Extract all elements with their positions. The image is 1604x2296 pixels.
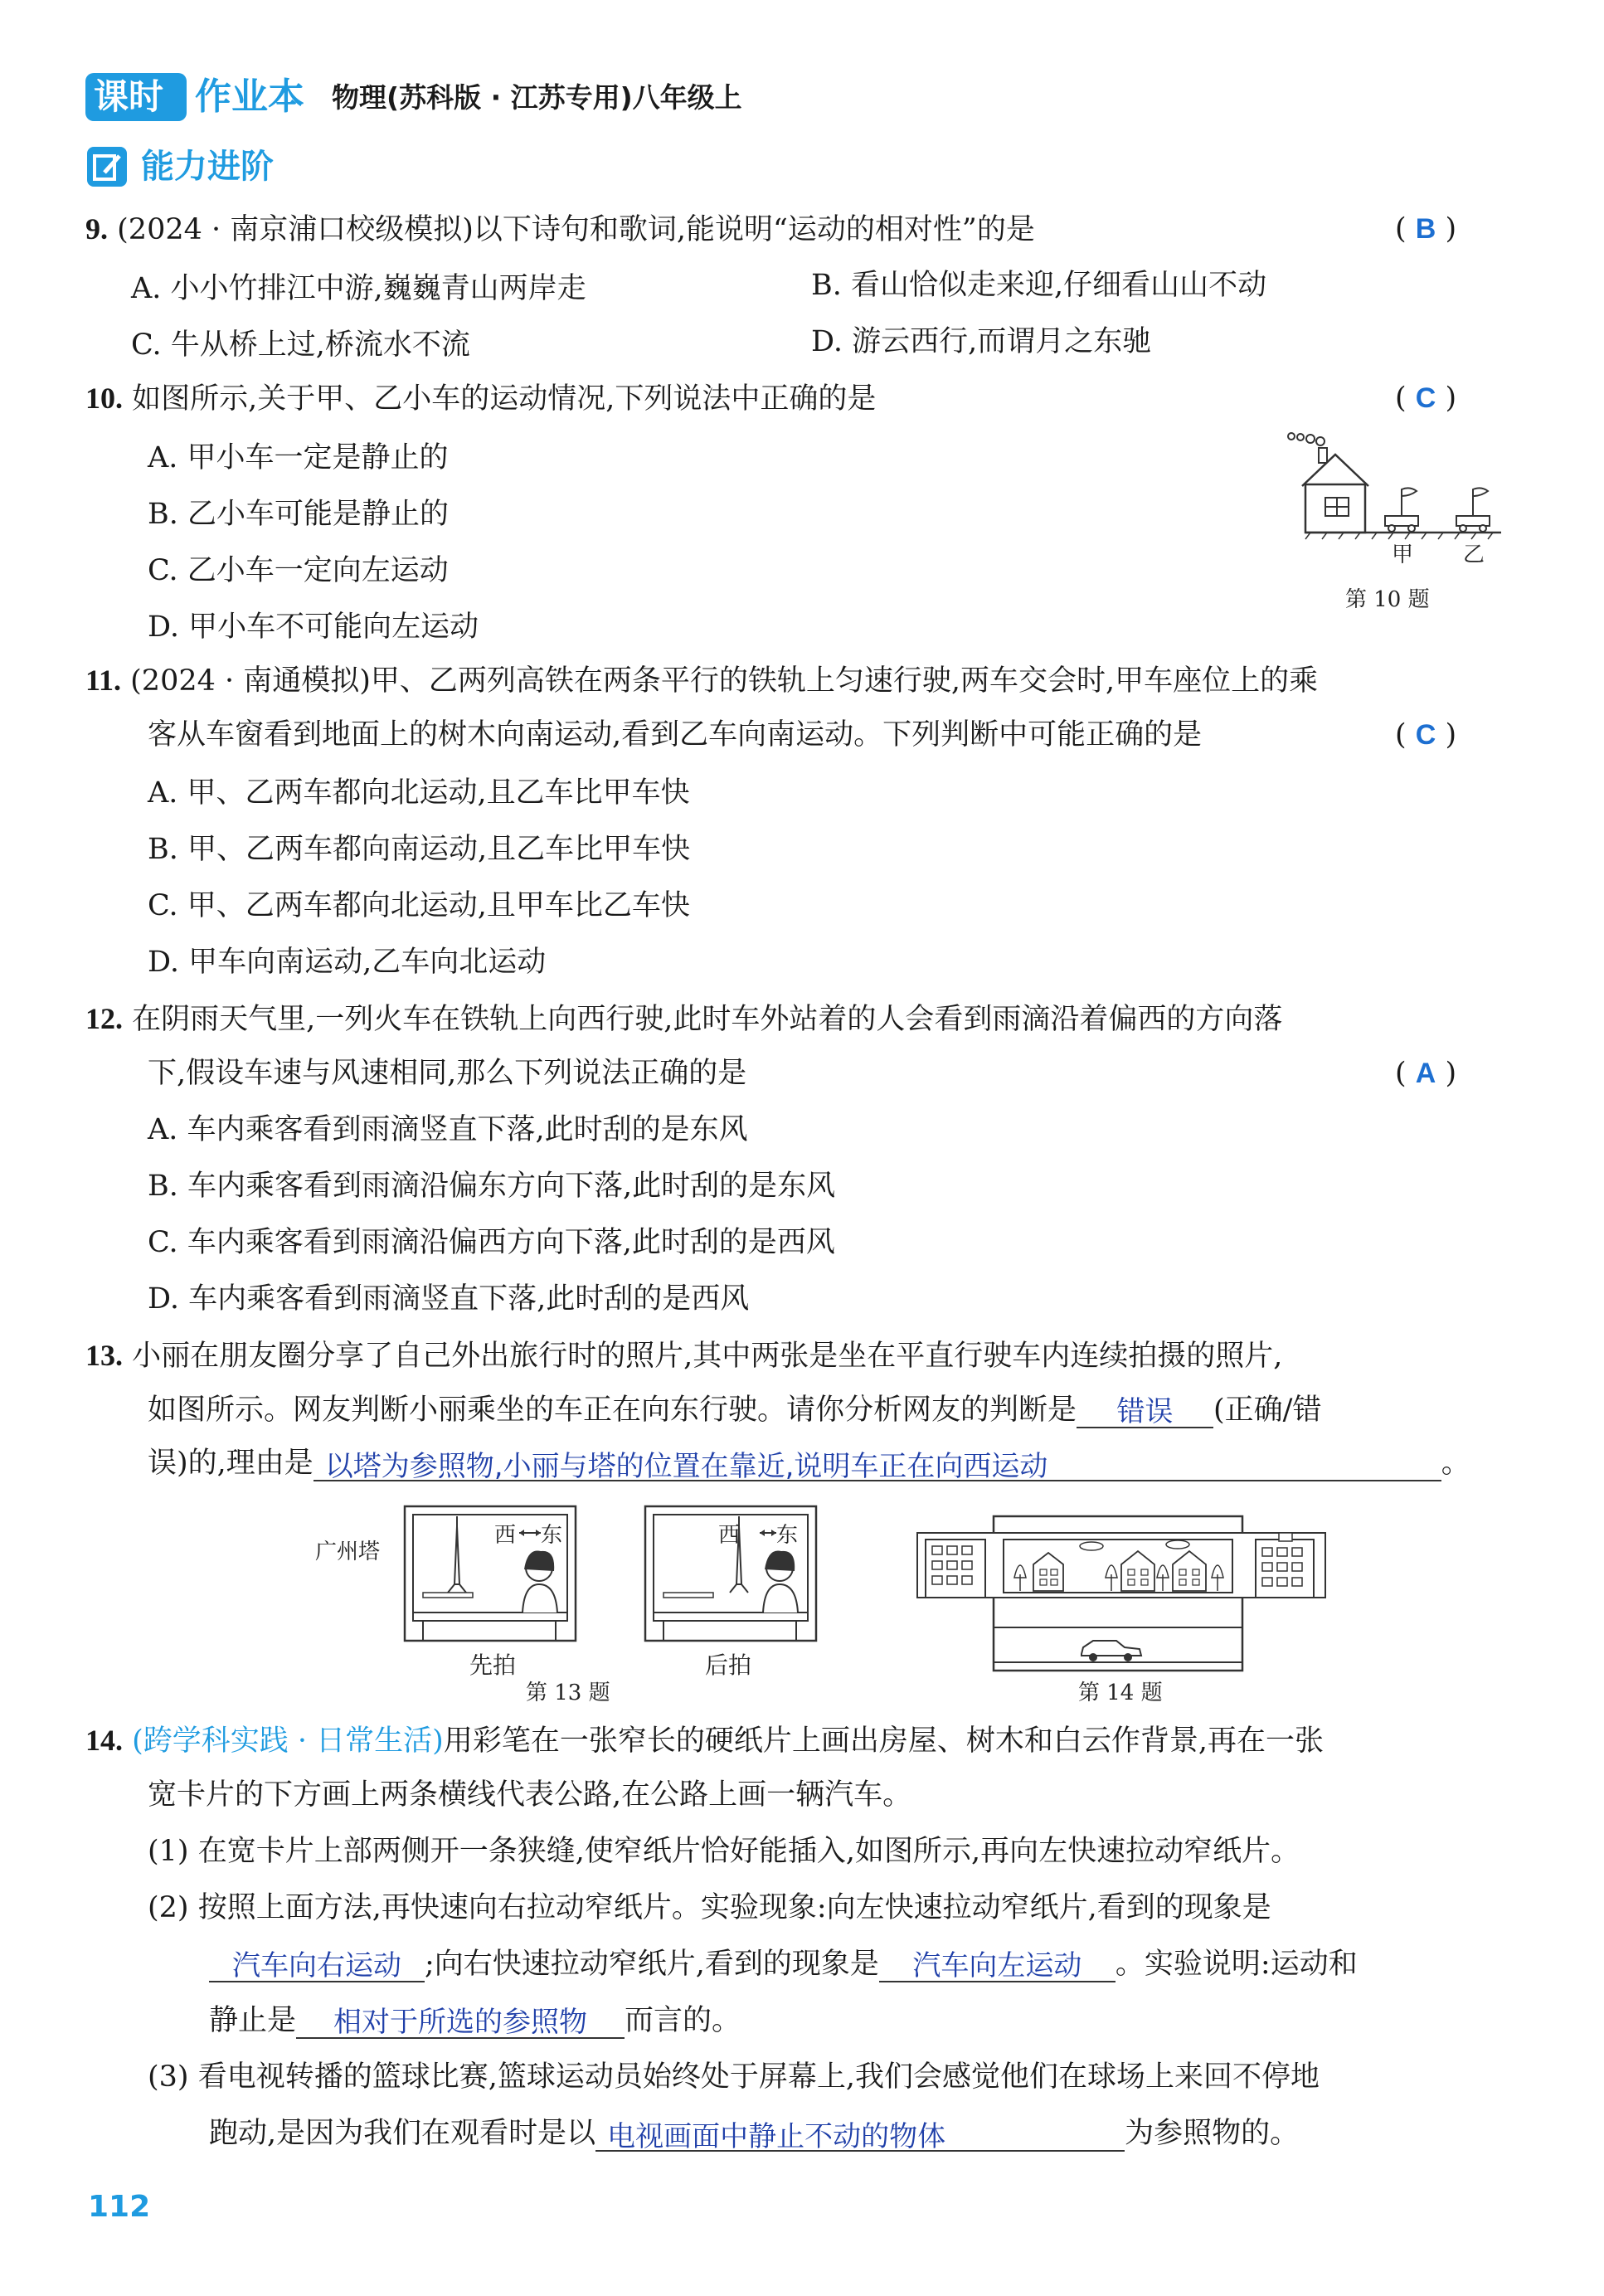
q9-stem: (2024 · 南京浦口校级模拟)以下诗句和歌词,能说明“运动的相对性”的是	[117, 213, 1035, 246]
q10-figure	[1277, 430, 1509, 620]
q12-option-b: B. 车内乘客看到雨滴沿偏东方向下落,此时刮的是东风	[148, 1170, 836, 1203]
q10-answer: C	[1415, 382, 1436, 414]
q14-part2b-post: 。实验说明:运动和	[1115, 1948, 1358, 1981]
q10-option-b: B. 乙小车可能是静止的	[148, 498, 449, 531]
q10-label-yi: 乙	[1463, 542, 1485, 567]
q14-part2b	[209, 1946, 1358, 1982]
q12-option-a: A. 车内乘客看到雨滴竖直下落,此时刮的是东风	[148, 1113, 748, 1146]
q13-line2	[148, 1392, 1321, 1428]
q12-stem1: 在阴雨天气里,一列火车在铁轨上向西行驶,此时车外站着的人会看到雨滴沿着偏西的方向落	[132, 1003, 1283, 1036]
q9-option-a: A. 小小竹排江中游,巍巍青山两岸走	[131, 272, 586, 305]
header-logo-text: 课时	[94, 76, 164, 117]
q10	[85, 380, 876, 417]
q11-stem2: 客从车窗看到地面上的树木向南运动,看到乙车向南运动。下列判断中可能正确的是	[148, 718, 1203, 752]
q13-label-west-1: 西	[494, 1523, 517, 1548]
q10-stem: 如图所示,关于甲、乙小车的运动情况,下列说法中正确的是	[132, 382, 877, 416]
q13-label-east-1: 东	[541, 1523, 563, 1548]
q14-blank-conclusion: 相对于所选的参照物	[296, 2004, 625, 2039]
q14-figure	[914, 1515, 1329, 1709]
q13-text2-pre: 如图所示。网友判断小丽乘坐的车正在向东行驶。请你分析网友的判断是	[148, 1394, 1077, 1427]
subject-title: 物理(苏科版 · 江苏专用)八年级上	[332, 81, 742, 114]
section-icon	[86, 146, 128, 187]
q14-blank-right-pull: 汽车向左运动	[879, 1948, 1116, 1982]
q12-answer-bracket: ( A )	[1395, 1057, 1457, 1090]
q14-stem1: 用彩笔在一张窄长的硬纸片上画出房屋、树木和白云作背景,再在一张	[443, 1724, 1324, 1758]
q10-option-d: D. 甲小车不可能向左运动	[148, 610, 479, 644]
q10-answer-bracket: ( C )	[1395, 382, 1457, 415]
q12-stem2: 下,假设车速与风速相同,那么下列说法正确的是	[148, 1057, 747, 1090]
q13-blank-reason: 以塔为参照物,小丽与塔的位置在靠近,说明车正在向西运动	[314, 1448, 1441, 1481]
q13-number: 13.	[85, 1339, 123, 1372]
q14-part2a: (2) 按照上面方法,再快速向右拉动窄纸片。实验现象:向左快速拉动窄纸片,看到的现象是	[148, 1891, 1271, 1924]
q13-blank-judgement: 错误	[1077, 1394, 1213, 1428]
q11-answer: C	[1415, 719, 1436, 751]
q14-blank-reference: 电视画面中静止不动的物体	[595, 2118, 1125, 2152]
q14-part2b-mid: ;向右快速拉动窄纸片,看到的现象是	[425, 1948, 879, 1981]
q13-label-tower: 广州塔	[315, 1540, 381, 1564]
q12-answer: A	[1415, 1058, 1436, 1089]
q9-option-b: B. 看山恰似走来迎,仔细看山山不动	[811, 269, 1267, 302]
q13-label-first: 先拍	[469, 1651, 517, 1679]
q14-part2c-pre: 静止是	[209, 2004, 297, 2037]
page-number: 112	[88, 2190, 151, 2224]
q11-option-c: C. 甲、乙两车都向北运动,且甲车比乙车快	[148, 889, 690, 922]
q14-blank-left-pull: 汽车向右运动	[209, 1948, 425, 1982]
q9-number: 9.	[85, 212, 108, 246]
q12-option-d: D. 车内乘客看到雨滴竖直下落,此时刮的是西风	[148, 1282, 750, 1316]
q11-option-a: A. 甲、乙两车都向北运动,且乙车比甲车快	[148, 776, 690, 810]
q13-label-east-2: 东	[776, 1523, 799, 1548]
q14-part2c	[209, 2002, 741, 2039]
q10-label-jia: 甲	[1392, 542, 1414, 567]
q11-line1	[85, 662, 1318, 699]
q14-paper-model	[914, 1515, 1329, 1677]
q9-option-d: D. 游云西行,而谓月之东驰	[811, 325, 1152, 358]
q14-part3b	[209, 2115, 1299, 2152]
q14-stem2: 宽卡片的下方画上两条横线代表公路,在公路上画一辆汽车。	[148, 1778, 912, 1812]
q10-option-a: A. 甲小车一定是静止的	[148, 441, 449, 474]
header-logo	[85, 73, 187, 121]
q9-option-c: C. 牛从桥上过,桥流水不流	[131, 328, 470, 362]
section-title: 能力进阶	[141, 148, 274, 186]
q14-line1	[85, 1722, 1324, 1759]
q11-stem1: (2024 · 南通模拟)甲、乙两列高铁在两条平行的铁轨上匀速行驶,两车交会时,甲车座位上的乘	[130, 664, 1319, 698]
q13-text3-pre: 误)的,理由是	[148, 1447, 314, 1480]
q12-number: 12.	[85, 1002, 123, 1035]
q14-part3b-post: 为参照物的。	[1125, 2117, 1300, 2150]
q13-line1	[85, 1337, 1282, 1374]
q14-part2c-post: 而言的。	[625, 2004, 741, 2037]
book-title: 作业本	[195, 75, 304, 118]
q14-tag: (跨学科实践 · 日常生活)	[132, 1724, 444, 1758]
q12-line1	[85, 1000, 1282, 1038]
q14-part1: (1) 在宽卡片上部两侧开一条狭缝,使窄纸片恰好能插入,如图所示,再向左快速拉动窄纸片。	[148, 1835, 1300, 1868]
q10-number: 10.	[85, 382, 123, 415]
q13-text1: 小丽在朋友圈分享了自己外出旅行时的照片,其中两张是坐在平直行驶车内连续拍摄的照片,	[132, 1340, 1283, 1373]
q12-option-c: C. 车内乘客看到雨滴沿偏西方向下落,此时刮的是西风	[148, 1226, 835, 1259]
q11-answer-bracket: ( C )	[1395, 718, 1457, 752]
q13-text2-post: (正确/错	[1213, 1394, 1322, 1427]
q14-part3b-pre: 跑动,是因为我们在观看时是以	[209, 2117, 596, 2150]
q13-label-later: 后拍	[705, 1651, 752, 1679]
q13-line3	[148, 1445, 1470, 1481]
q14-part3a: (3) 看电视转播的篮球比赛,篮球运动员始终处于屏幕上,我们会感觉他们在球场上来回不停地	[148, 2060, 1320, 2094]
q13-figure	[315, 1501, 829, 1709]
q13-text3-post: 。	[1441, 1447, 1470, 1480]
q13-label-west-2: 西	[718, 1523, 741, 1548]
q11-option-d: D. 甲车向南运动,乙车向北运动	[148, 946, 547, 979]
q11-option-b: B. 甲、乙两车都向南运动,且乙车比甲车快	[148, 833, 691, 866]
q9	[85, 211, 1035, 248]
q14-caption: 第 14 题	[1078, 1681, 1163, 1705]
q9-answer-bracket: ( B )	[1395, 212, 1457, 246]
q13-caption: 第 13 题	[526, 1681, 610, 1705]
q10-caption: 第 10 题	[1345, 587, 1430, 612]
q10-option-c: C. 乙小车一定向左运动	[148, 554, 449, 587]
q11-number: 11.	[85, 664, 122, 697]
q13-photos	[315, 1501, 829, 1667]
q14-number: 14.	[85, 1724, 123, 1757]
q9-answer: B	[1415, 213, 1436, 245]
